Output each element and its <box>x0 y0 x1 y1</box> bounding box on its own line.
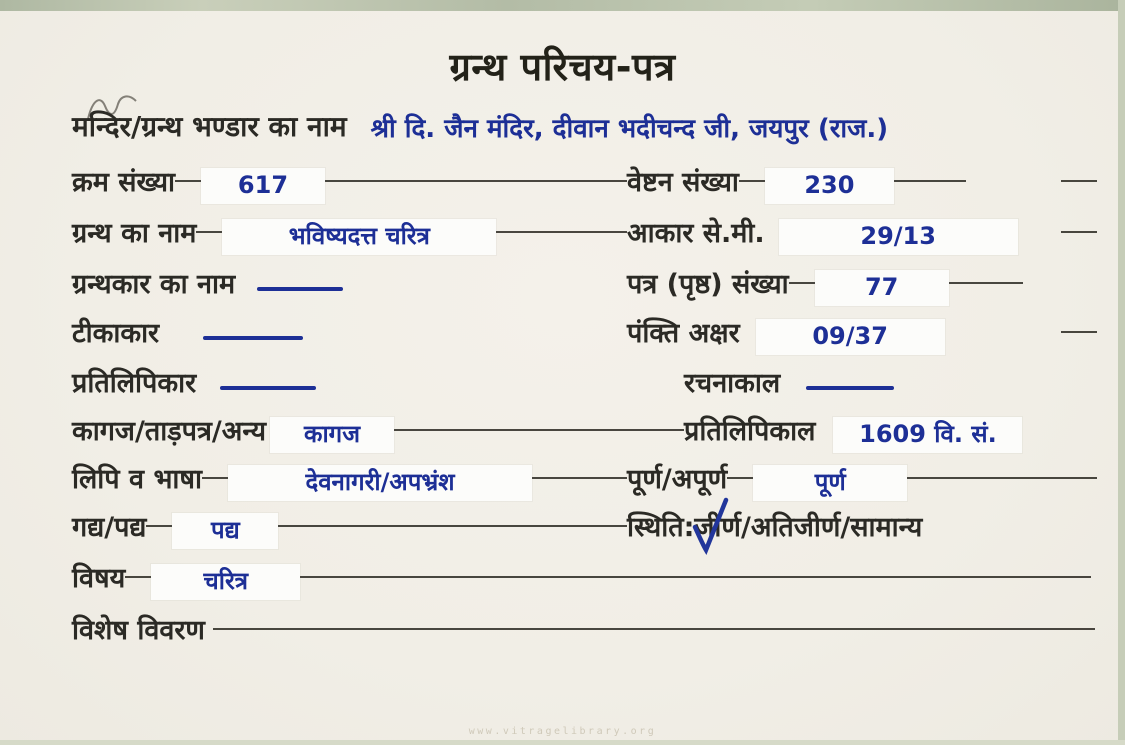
field-value: 617 <box>201 168 325 204</box>
field-label: मन्दिर/ग्रन्थ भण्डार का नाम <box>72 110 347 143</box>
field-label: प्रतिलिपिकार <box>72 368 197 399</box>
field-granth-naam <box>72 217 627 255</box>
scan-edge-right <box>1118 0 1125 745</box>
form-row <box>72 217 1097 263</box>
rule-line <box>325 180 627 182</box>
field-veshtan-sankhya <box>627 166 1097 204</box>
scan-edge-top <box>0 0 1125 11</box>
field-label: रचनाकाल <box>684 368 781 399</box>
rule-line <box>196 231 222 233</box>
rule-line <box>727 477 753 479</box>
field-sthiti <box>627 511 1097 545</box>
form-title: ग्रन्थ परिचय-पत्र <box>449 45 676 89</box>
check-mark-icon <box>688 495 732 557</box>
form-row <box>72 511 1097 557</box>
field-value: 230 <box>765 168 894 204</box>
field-label: लिपि व भाषा <box>72 464 203 495</box>
field-granthkar <box>72 268 627 302</box>
rule-line <box>146 525 172 527</box>
field-kram-sankhya <box>72 166 627 204</box>
field-label: टीकाकार <box>72 318 160 349</box>
field-label: पूर्ण/अपूर्ण <box>627 464 728 495</box>
form-row field-vishay <box>72 562 1097 608</box>
form-row <box>72 317 1097 363</box>
field-label: पत्र (पृष्ठ) संख्या <box>627 269 789 300</box>
rule-line <box>532 477 627 479</box>
field-value: पूर्ण <box>753 465 907 501</box>
rule-line <box>175 180 201 182</box>
blank-dash-mark <box>257 287 343 291</box>
watermark-text: www.vitragelibrary.org <box>468 726 657 737</box>
field-value: 29/13 <box>779 219 1018 255</box>
field-lipi-bhasha <box>72 463 627 501</box>
scan-edge-bottom <box>0 740 1125 745</box>
rule-line <box>300 576 1091 578</box>
field-label: विशेष विवरण <box>72 615 205 646</box>
rule-line <box>202 477 228 479</box>
field-bhandar-naam <box>72 109 1095 145</box>
form-row field-vishesh-vivaran <box>72 614 1097 660</box>
form-row <box>72 166 1097 212</box>
rule-line <box>1061 331 1097 333</box>
field-label: गद्य/पद्य <box>72 512 147 543</box>
rule-line <box>1061 180 1097 182</box>
blank-dash-mark <box>203 336 303 340</box>
field-pratilipikal <box>684 415 1097 453</box>
field-value: चरित्र <box>151 564 300 600</box>
field-label: आकार से.मी. <box>627 218 765 249</box>
field-value: पद्य <box>172 513 278 549</box>
field-value: भविष्यदत्त चरित्र <box>222 219 496 255</box>
blank-dash-mark <box>806 386 894 390</box>
blank-dash-mark <box>220 386 316 390</box>
field-label: ग्रन्थ का नाम <box>72 218 197 249</box>
field-value: देवनागरी/अपभ्रंश <box>228 465 532 501</box>
field-label-prefix: स्थिति: <box>627 512 695 543</box>
field-label-checked: जीर्ण <box>694 512 741 543</box>
rule-line <box>789 282 815 284</box>
rule-line <box>894 180 967 182</box>
rule-line <box>496 231 627 233</box>
rule-line <box>1061 231 1097 233</box>
field-label: पंक्ति अक्षर <box>627 318 740 349</box>
field-value: कागज <box>270 417 394 453</box>
field-patra-sankhya <box>627 268 1097 306</box>
field-pratilipikar <box>72 367 684 401</box>
rule-line <box>394 429 684 431</box>
field-label: वेष्टन संख्या <box>627 167 739 198</box>
form-row <box>72 415 1097 461</box>
rule-line <box>213 628 1095 630</box>
field-label: विषय <box>72 563 126 594</box>
field-tikakar <box>72 317 627 351</box>
field-value: 09/37 <box>756 319 945 355</box>
form-row <box>72 463 1097 509</box>
checked-option <box>694 511 741 545</box>
field-label: ग्रन्थकार का नाम <box>72 269 236 300</box>
form-row <box>72 268 1097 314</box>
field-value: श्री दि. जैन मंदिर, दीवान भदीचन्द जी, जयपुर (राज.) <box>370 114 889 144</box>
form-row <box>72 367 1097 413</box>
rule-line <box>949 282 1023 284</box>
field-aakar <box>627 217 1097 255</box>
field-value: 1609 वि. सं. <box>833 417 1022 453</box>
field-rachnakal <box>684 367 1097 401</box>
field-label: प्रतिलिपिकाल <box>684 416 816 447</box>
rule-line <box>739 180 765 182</box>
field-label-rest: /अतिजीर्ण/सामान्य <box>740 512 923 543</box>
field-label: क्रम संख्या <box>72 167 175 198</box>
rule-line <box>907 477 1097 479</box>
rule-line <box>125 576 151 578</box>
field-pankti-akshar <box>627 317 1097 355</box>
field-value: 77 <box>815 270 949 306</box>
field-gadya-padya <box>72 511 627 549</box>
field-kagaz <box>72 415 684 453</box>
field-label: कागज/ताड़पत्र/अन्य <box>72 416 267 447</box>
rule-line <box>278 525 627 527</box>
